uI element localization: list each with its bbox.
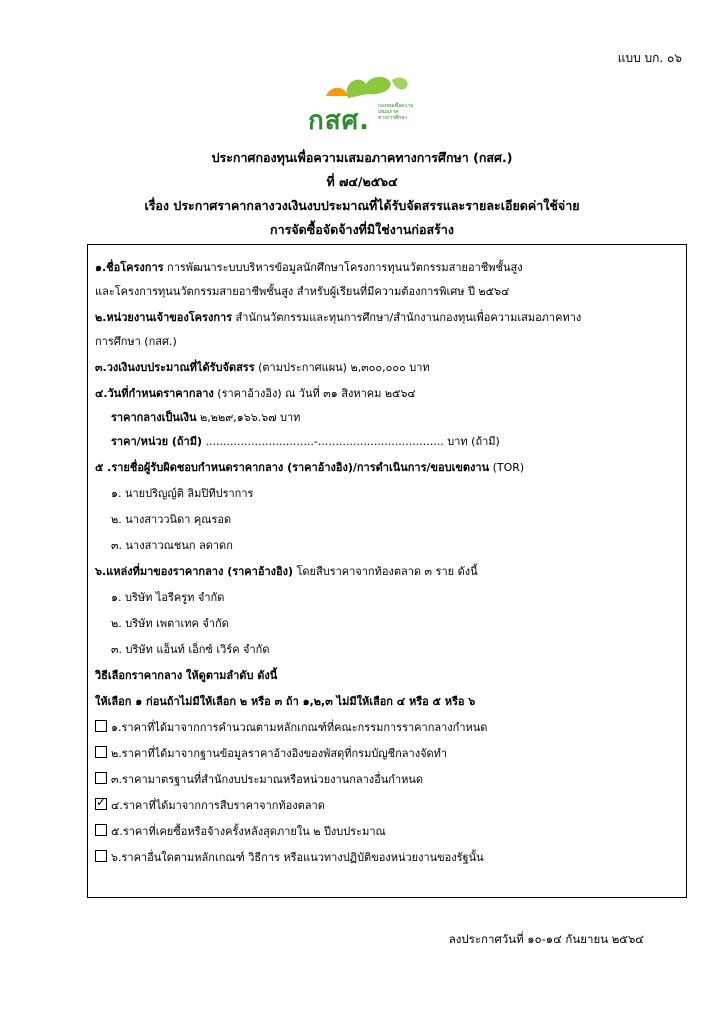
checkbox[interactable] bbox=[95, 824, 107, 836]
method-option-5[interactable]: ๕.ราคาที่เคยซื้อหรือจ้างครั้งหลังสุดภายใน ๒ ปีงบประมาณ bbox=[95, 822, 386, 840]
section-5-line: ๕ .รายชื่อผู้รับผิดชอบกำหนดราคากลาง (ราคาอ้างอิง)/การดำเนินการ/ขอบเขตงาน (TOR) bbox=[95, 461, 525, 474]
method-option-3[interactable]: ๓.ราคามาตรฐานที่สำนักงบประมาณหรือหน่วยงานกลางอื่นกำหนด bbox=[95, 770, 423, 788]
method-option-1[interactable]: ๑.ราคาที่ได้มาจากการคำนวณตามหลักเกณฑ์ที่คณะกรรมการราคากลางกำหนด bbox=[95, 718, 487, 736]
gsf-logo bbox=[308, 78, 418, 136]
checkbox[interactable] bbox=[95, 720, 107, 732]
method-title: วิธีเลือกราคากลาง ให้ดูตามลำดับ ดังนี้ bbox=[95, 669, 278, 682]
source-item: ๓. บริษัท แอ็นท์ เอ็กซ์ เวิร์ค จำกัด bbox=[111, 643, 270, 656]
announcement-header bbox=[0, 148, 724, 244]
method-rule: ให้เลือก ๑ ก่อนถ้าไม่มีให้เลือก ๒ หรือ ๓ ถ้า ๑,๒,๓ ไม่มีให้เลือก ๔ หรือ ๕ หรือ ๖ bbox=[95, 695, 476, 708]
section-2-line2: การศึกษา (กสศ.) bbox=[95, 335, 177, 348]
member-item: ๑. นายปริญญ์ติ ลิมปิทีปราการ bbox=[111, 487, 254, 500]
header-line4: การจัดซื้อจัดจ้างที่มิใช่งานก่อสร้าง bbox=[270, 222, 454, 237]
section-4-line: ๔.วันที่กำหนดราคากลาง (ราคาอ้างอิง) ณ วันที่ ๓๑ สิงหาคม ๒๕๖๔ bbox=[95, 387, 416, 400]
method-option-4[interactable]: ✓๔.ราคาที่ได้มาจากการสืบราคาจากท้องตลาด bbox=[95, 796, 325, 814]
butterfly-icon bbox=[308, 72, 418, 102]
method-option-2[interactable]: ๒.ราคาที่ได้มาจากฐานข้อมูลราคาอ้างอิงของพัสดุที่กรมบัญชีกลางจัดทำ bbox=[95, 744, 447, 762]
header-line2: ที่ ๗๔/๒๕๖๔ bbox=[326, 174, 398, 189]
checkbox[interactable] bbox=[95, 746, 107, 758]
section-1-line: ๑.ชื่อโครงการ การพัฒนาระบบบริหารข้อมูลนักศึกษาโครงการทุนนวัตกรรมสายอาชีพชั้นสูง bbox=[95, 261, 523, 274]
section-6-line: ๖.แหล่งที่มาของราคากลาง (ราคาอ้างอิง) โดยสืบราคาจากท้องตลาด ๓ ราย ดังนี้ bbox=[95, 565, 478, 578]
section-3-line: ๓.วงเงินงบประมาณที่ได้รับจัดสรร (ตามประกาศแผน) ๒,๓๐๐,๐๐๐ บาท bbox=[95, 361, 430, 374]
header-line1: ประกาศกองทุนเพื่อความเสมอภาคทางการศึกษา (กสศ.) bbox=[211, 150, 513, 165]
method-option-6[interactable]: ๖.ราคาอื่นใดตามหลักเกณฑ์ วิธีการ หรือแนวทางปฏิบัติของหน่วยงานของรัฐนั้น bbox=[95, 848, 484, 866]
form-code: แบบ บก. ๐๖ bbox=[617, 51, 682, 65]
member-item: ๓. นางสาวณชนก ลดาดก bbox=[111, 539, 233, 552]
announcement-date: ลงประกาศวันที่ ๑๐-๑๔ กันยายน ๒๕๖๔ bbox=[448, 932, 644, 946]
checkbox[interactable] bbox=[95, 772, 107, 784]
reference-price-line: ราคากลางเป็นเงิน ๒,๒๒๙,๑๖๖.๖๗ บาท bbox=[111, 411, 301, 424]
checked-checkbox[interactable] bbox=[95, 798, 107, 810]
logo-subtitle: กองทุนเพื่อความเสมอภาค ทางการศึกษา bbox=[378, 103, 414, 121]
checkbox[interactable] bbox=[95, 850, 107, 862]
section-2-line: ๒.หน่วยงานเจ้าของโครงการ สำนักนวัตกรรมและทุนการศึกษา/สำนักงานกองทุนเพื่อความเสมอภาคทาง bbox=[95, 311, 582, 324]
section-1-line2: และโครงการทุนนวัตกรรมสายอาชีพชั้นสูง สำหรับผู้เรียนที่มีความต้องการพิเศษ ปี ๒๕๖๔ bbox=[95, 285, 510, 298]
unit-price-line: ราคา/หน่วย (ถ้ามี) ...............................-.................................... บาท (ถ้ามี) bbox=[111, 435, 500, 448]
header-line3: เรื่อง ประกาศราคากลางวงเงินงบประมาณที่ได้รับจัดสรรและรายละเอียดค่าใช้จ่าย bbox=[144, 198, 580, 213]
logo-text: กสศ. bbox=[308, 106, 370, 136]
source-item: ๒. บริษัท เพตาเทค จำกัด bbox=[111, 617, 229, 630]
member-item: ๒. นางสาววนิดา คุณรอด bbox=[111, 513, 232, 526]
source-item: ๑. บริษัท ไอรีครูท จำกัด bbox=[111, 591, 225, 604]
